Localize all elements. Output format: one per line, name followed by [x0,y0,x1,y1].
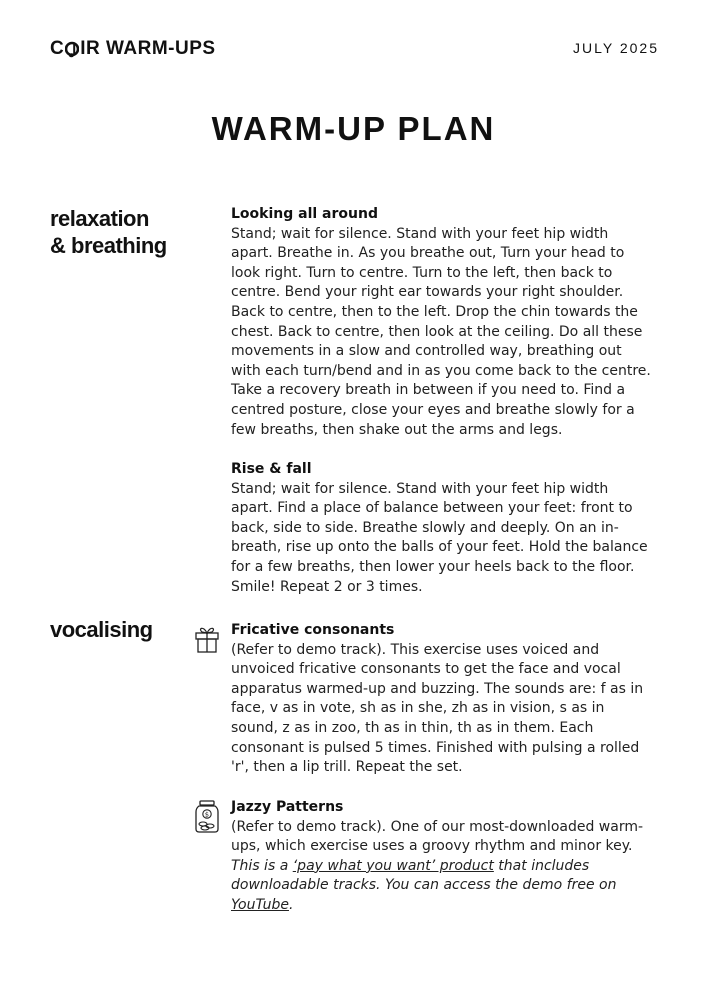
exercise-body: (Refer to demo track). One of our most-downloaded warm-ups, which exercise uses a groovy rhythm and minor key. [231,818,644,855]
exercise-title: Rise & fall [231,461,312,477]
pay-what-you-want-note [231,857,651,916]
money-jar-icon [193,800,221,832]
pay-what-you-want-link[interactable]: ‘pay what you want’ product [292,857,494,874]
exercise-body: (Refer to demo track). This exercise uses voiced and unvoiced fricative consonants to get the face and vocal apparatus warmed-up and buzzing. The sounds are: f as in face, v as in vote, sh as in she, zh as in vision, s as in sound, z as in zoo, th as in thin, th as in them. Each consonant is pulsed 5 times. Finished with pulsing a rolled 'r', then a lip trill. Repeat the set. [231,641,644,776]
brand-text-end: IR WARM-UPS [80,38,216,59]
exercise-body: Stand; wait for silence. Stand with your feet hip width apart. Find a place of balance between your feet: front to back, side to side. Breathe slowly and deeply. On an in-breath, rise up onto the balls of your feet. Hold the balance for a few breaths, then lower your heels back to the floor. Smile! Repeat 2 or 3 times. [231,480,648,595]
exercise-fricative-consonants [231,621,651,778]
exercise-title: Fricative consonants [231,622,395,638]
exercise-jazzy-patterns [231,798,651,916]
issue-date: JULY 2025 [573,40,659,56]
music-note-icon [65,40,79,58]
section-label-vocalising [50,616,153,643]
page-title: WARM-UP PLAN [211,110,496,147]
exercise-title: Looking all around [231,206,378,222]
exercise-looking-all-around [231,205,651,440]
exercise-title: Jazzy Patterns [231,799,344,815]
note-text: This is a [231,857,293,874]
section-label-relaxation [50,205,167,259]
exercise-rise-and-fall [231,460,651,597]
section-label-line: vocalising [50,617,153,642]
youtube-link[interactable]: YouTube [231,896,289,913]
svg-text:$: $ [204,810,210,819]
brand-logo [50,38,216,60]
exercise-body: Stand; wait for silence. Stand with your feet hip width apart. Breathe in. As you breathe out, Turn your head to look right. Turn to centre. Turn to the left, then back to centre. Bend your right ear towards your right shoulder. Back to centre, then to the left. Drop the chin towards the chest. Back to centre, then look at the ceiling. Do all these movements in a slow and controlled way, breathing out with each turn/bend and in as you come back to the centre. Take a recovery breath in between if you need to. Find a centred posture, close your eyes and breathe slowly for a few breaths, then shake out the arms and legs. [231,225,651,438]
brand-text-start: C [50,38,65,59]
section-label-line: relaxation [50,206,149,231]
note-text: . [288,896,294,913]
note-text: that includes downloadable tracks. You can access the demo free on [231,857,617,894]
gift-icon [193,623,221,655]
section-label-line: & breathing [50,233,167,258]
